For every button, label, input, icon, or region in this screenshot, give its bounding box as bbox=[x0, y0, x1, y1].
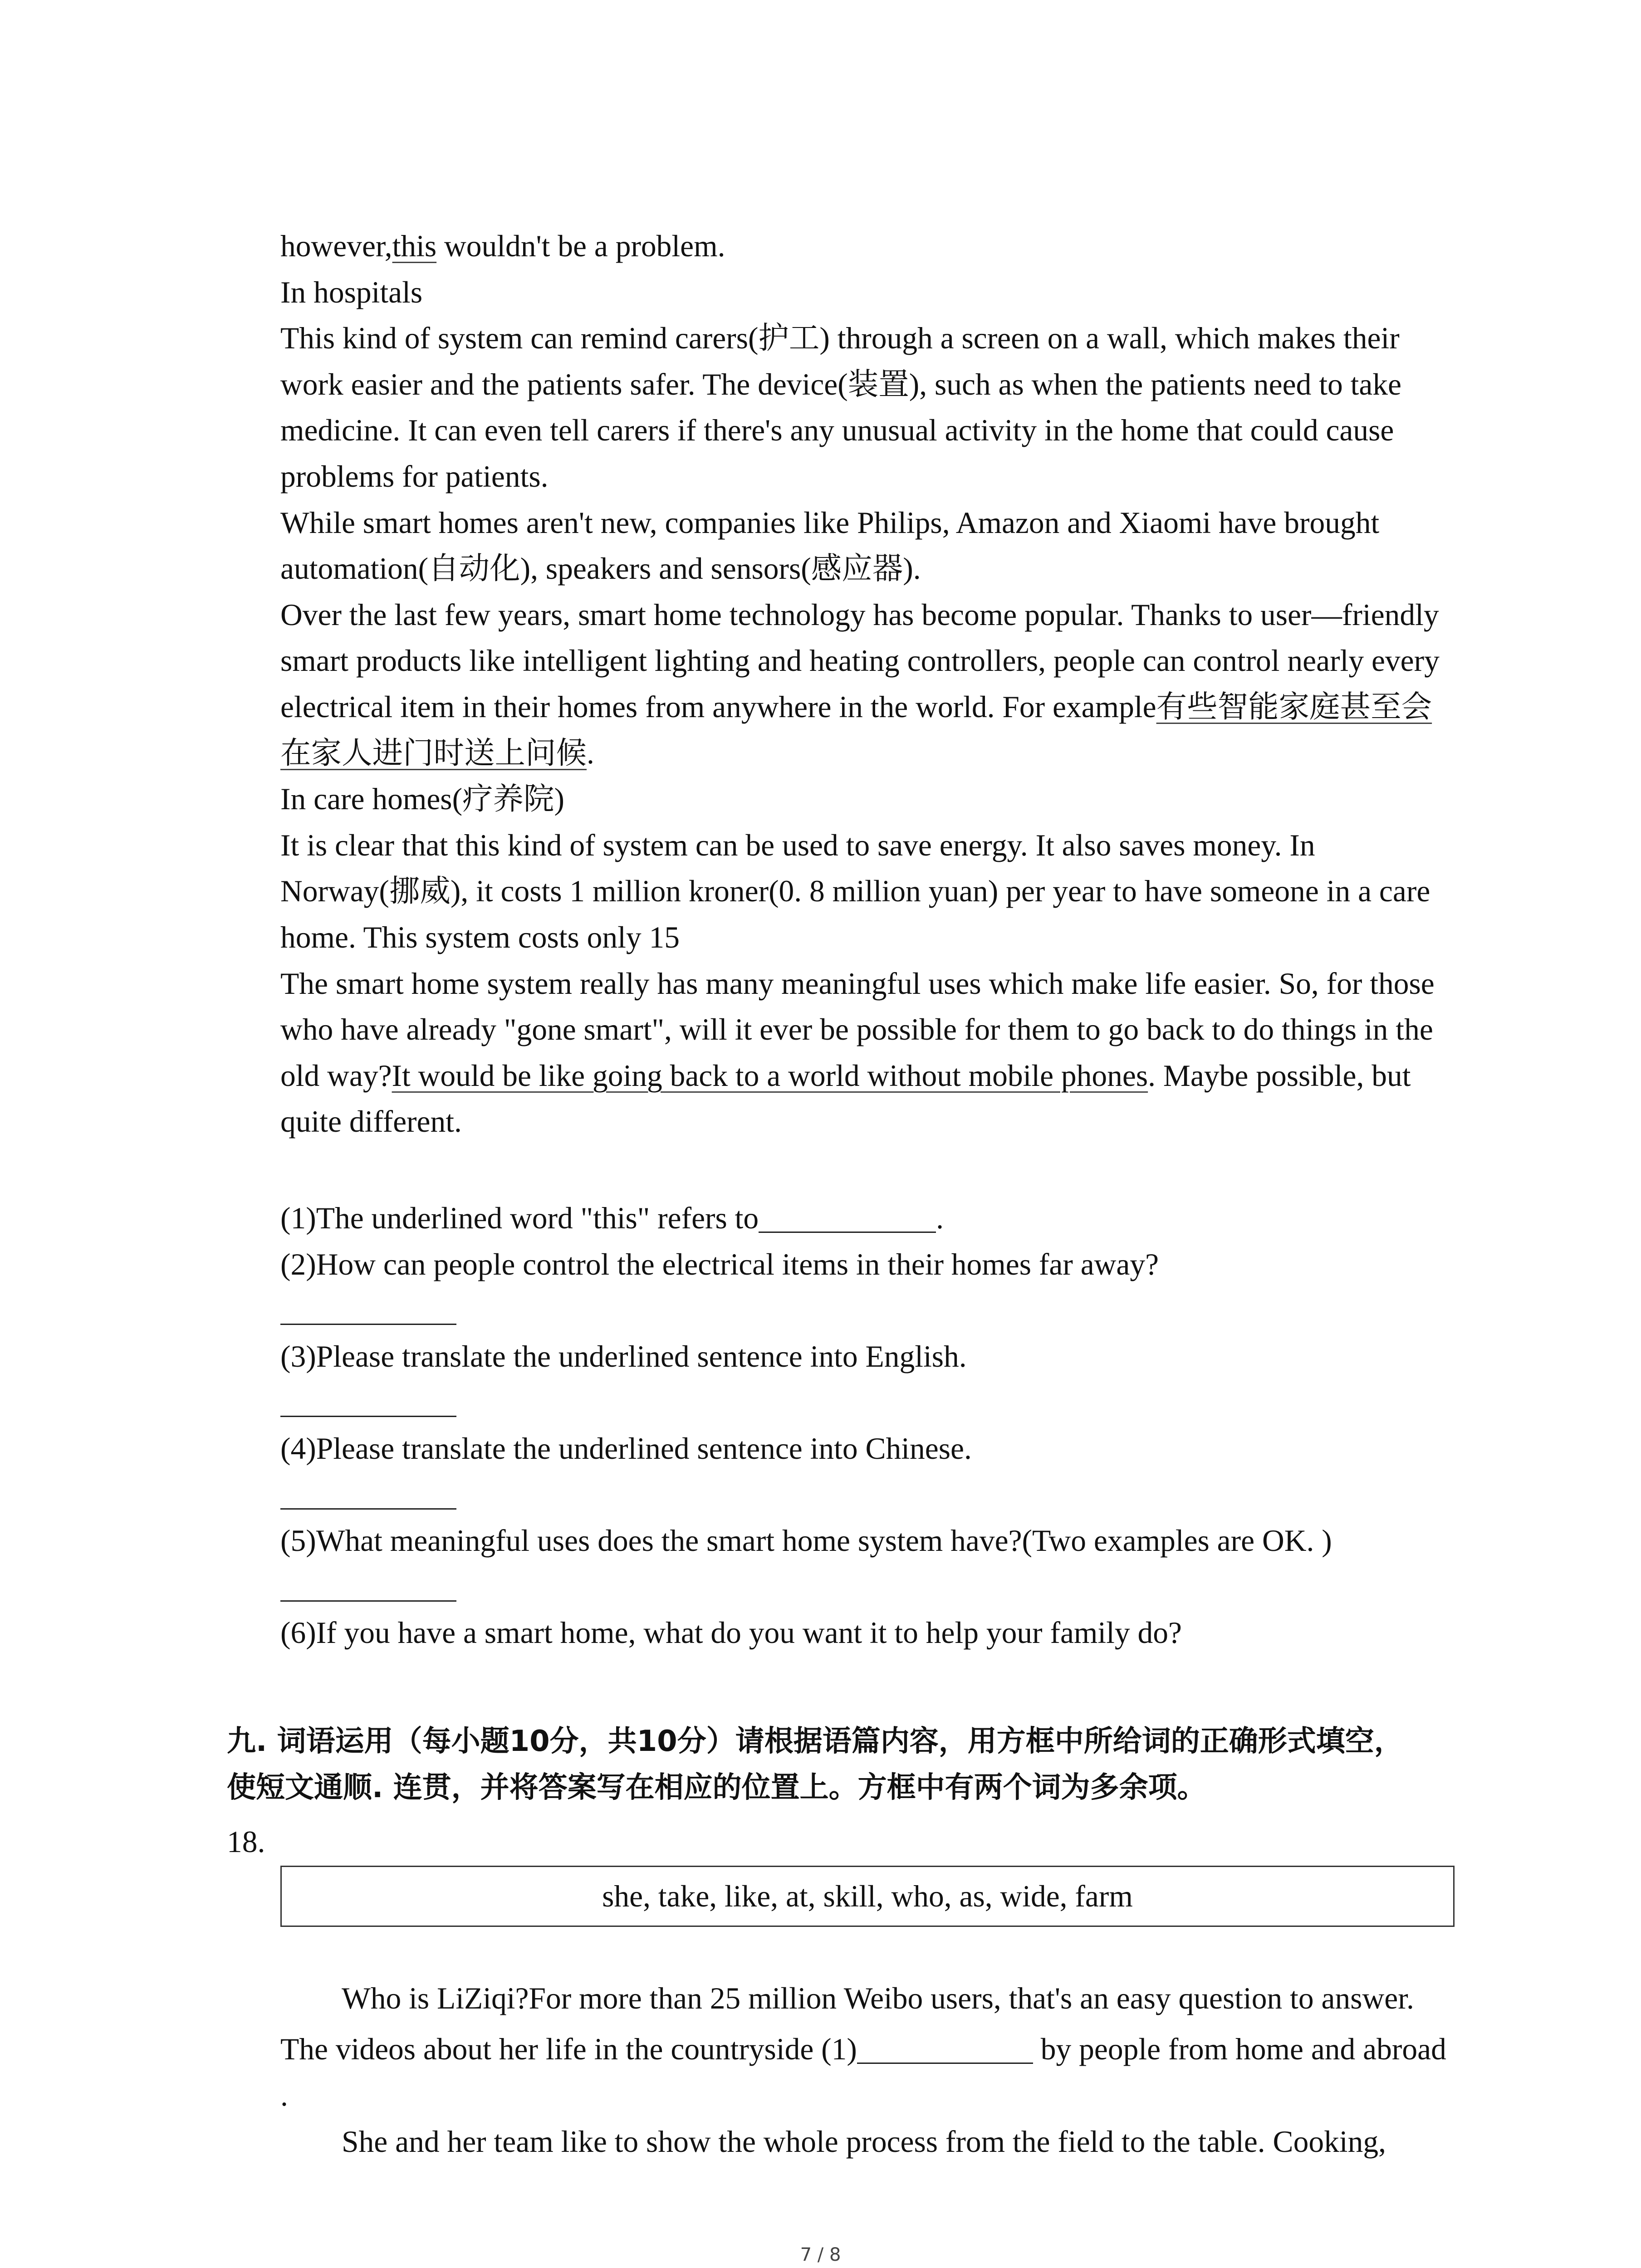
passage-line bbox=[280, 730, 1440, 777]
item-number: 18. bbox=[227, 1825, 265, 1859]
passage-line bbox=[280, 1053, 1440, 1099]
question-5: (5)What meaningful uses does the smart home system have?(Two examples are OK. ) bbox=[280, 1524, 1332, 1558]
passage-text: old way? bbox=[280, 1058, 392, 1093]
cloze-text: The videos about her life in the countryside (1) bbox=[280, 2032, 857, 2066]
answer-blank bbox=[280, 1416, 456, 1417]
question-1 bbox=[280, 1195, 1332, 1242]
section-heading-line: 使短文通顺. 连贯，并将答案写在相应的位置上。方框中有两个词为多余项。 bbox=[227, 1770, 1206, 1804]
passage-line bbox=[280, 684, 1440, 730]
passage-text: wouldn't be a problem. bbox=[436, 229, 725, 263]
passage-text: . Maybe possible, but bbox=[1148, 1058, 1411, 1093]
passage-line: The smart home system really has many meaningful uses which make life easier. So, for those bbox=[280, 966, 1435, 1001]
answer-blank bbox=[280, 1600, 456, 1602]
passage-line: problems for patients. bbox=[280, 459, 549, 494]
cloze-text: by people from home and abroad bbox=[1033, 2032, 1446, 2066]
question-4: (4)Please translate the underlined sentence into Chinese. bbox=[280, 1431, 972, 1466]
cloze-line bbox=[280, 2026, 1446, 2072]
passage-text: however, bbox=[280, 229, 392, 263]
answer-blank bbox=[857, 2063, 1033, 2064]
cloze-line: . bbox=[280, 2078, 288, 2112]
passage-line bbox=[280, 223, 1440, 269]
page-number: 7 / 8 bbox=[800, 2244, 841, 2265]
answer-blank bbox=[280, 1508, 456, 1510]
answer-blank bbox=[759, 1232, 936, 1233]
answer-blank bbox=[280, 1324, 456, 1325]
underlined-chinese-sentence: 有些智能家庭甚至会 bbox=[1156, 689, 1432, 724]
question-2: (2)How can people control the electrical items in their homes far away? bbox=[280, 1247, 1159, 1281]
word-bank-box: she, take, like, at, skill, who, as, wide, farm bbox=[280, 1866, 1455, 1927]
reading-passage bbox=[280, 223, 1440, 1145]
passage-line: smart products like intelligent lighting and heating controllers, people can control nearly every bbox=[280, 644, 1440, 678]
question-text: . bbox=[936, 1201, 944, 1235]
question-6: (6)If you have a smart home, what do you want it to help your family do? bbox=[280, 1616, 1182, 1650]
passage-text: electrical item in their homes from anywhere in the world. For example bbox=[280, 689, 1156, 724]
question-text: (1)The underlined word "this" refers to bbox=[280, 1201, 759, 1235]
answer-line bbox=[280, 1472, 1332, 1518]
passage-line: This kind of system can remind carers(护工) through a screen on a wall, which makes their bbox=[280, 321, 1400, 356]
passage-line: It is clear that this kind of system can be used to save energy. It also saves money. In bbox=[280, 828, 1315, 862]
answer-line bbox=[280, 1287, 1332, 1334]
underlined-word-this: this bbox=[392, 229, 437, 263]
cloze-line: Who is LiZiqi?For more than 25 million Weibo users, that's an easy question to answer. bbox=[342, 1981, 1414, 2015]
section-heading bbox=[227, 1719, 1403, 1811]
passage-line: home. This system costs only 15 bbox=[280, 920, 680, 954]
section-heading-line: 九. 词语运用（每小题10分，共10分）请根据语篇内容，用方框中所给词的正确形式填空， bbox=[227, 1725, 1403, 1758]
passage-line: Norway(挪威), it costs 1 million kroner(0. 8 million yuan) per year to have someone in a care bbox=[280, 874, 1430, 909]
passage-text: . bbox=[587, 736, 594, 770]
passage-line: who have already "gone smart", will it ever be possible for them to go back to do things in the bbox=[280, 1012, 1433, 1047]
answer-line bbox=[280, 1564, 1332, 1610]
passage-line: work easier and the patients safer. The device(装置), such as when the patients need to take bbox=[280, 367, 1402, 401]
underlined-english-sentence: It would be like going back to a world without mobile phones bbox=[392, 1058, 1148, 1093]
question-3: (3)Please translate the underlined sentence into English. bbox=[280, 1339, 967, 1374]
question-list bbox=[280, 1195, 1332, 1656]
cloze-line: She and her team like to show the whole process from the field to the table. Cooking, bbox=[342, 2125, 1386, 2159]
answer-line bbox=[280, 1379, 1332, 1426]
passage-line: quite different. bbox=[280, 1105, 462, 1139]
passage-line: While smart homes aren't new, companies like Philips, Amazon and Xiaomi have brought bbox=[280, 505, 1380, 540]
underlined-chinese-sentence: 在家人进门时送上问候 bbox=[280, 736, 587, 770]
subheading-in-care-homes: In care homes(疗养院) bbox=[280, 782, 565, 816]
subheading-in-hospitals: In hospitals bbox=[280, 275, 423, 309]
passage-line: automation(自动化), speakers and sensors(感应器). bbox=[280, 552, 921, 586]
passage-line: medicine. It can even tell carers if there's any unusual activity in the home that could cause bbox=[280, 413, 1394, 448]
passage-line: Over the last few years, smart home technology has become popular. Thanks to user—friendly bbox=[280, 597, 1439, 632]
